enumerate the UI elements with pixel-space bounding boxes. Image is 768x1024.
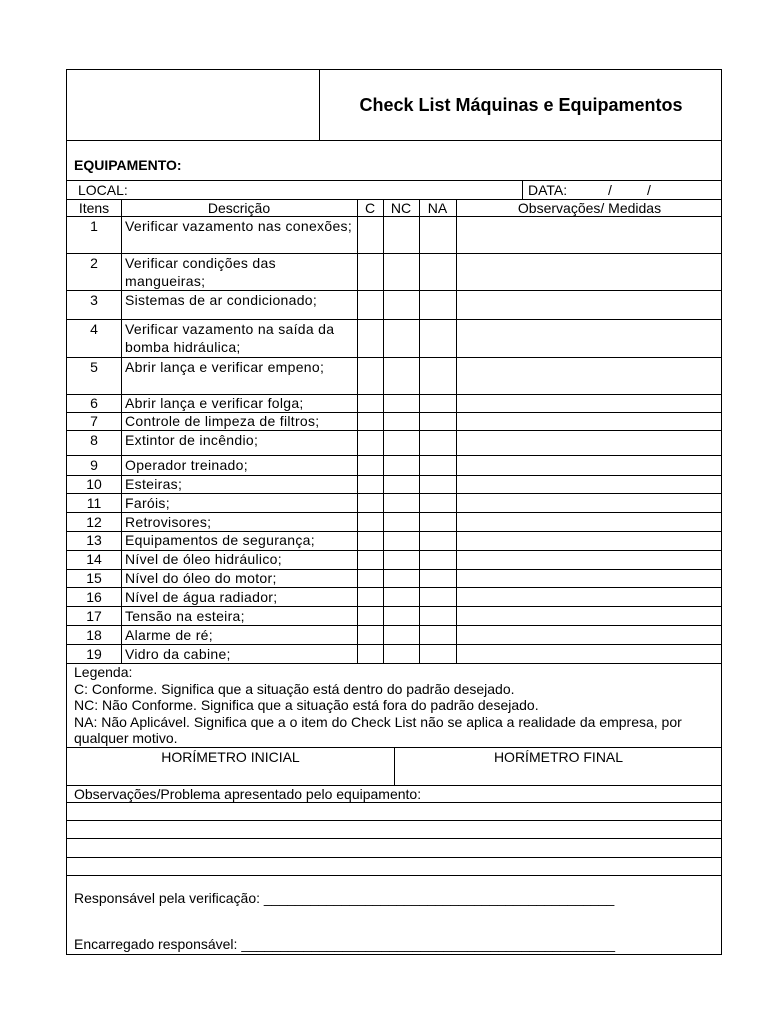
column-header-na: NA — [427, 200, 448, 216]
column-line — [419, 199, 420, 663]
item-description: Equipamentos de segurança; — [125, 532, 315, 548]
item-description: Verificar condições das mangueiras; — [125, 255, 276, 289]
item-number: 13 — [86, 532, 102, 548]
divider — [522, 180, 523, 199]
item-description: Tensão na esteira; — [125, 608, 245, 624]
observation-line — [67, 802, 721, 803]
observation-line — [67, 838, 721, 839]
item-description: Verificar vazamento na saída da bomba hidráulica; — [125, 321, 335, 355]
column-line — [121, 199, 122, 663]
item-description: Faróis; — [125, 495, 170, 511]
observation-line — [67, 820, 721, 821]
item-number: 19 — [86, 646, 102, 662]
item-number: 7 — [90, 413, 98, 429]
column-header-nc: NC — [390, 200, 412, 216]
item-number: 1 — [90, 218, 98, 234]
hourmeter-initial-label: HORÍMETRO INICIAL — [161, 749, 300, 765]
date-separator: / — [608, 182, 612, 198]
form-title: Check List Máquinas e Equipamentos — [359, 94, 683, 115]
item-description: Sistemas de ar condicionado; — [125, 292, 318, 308]
hourmeter-final-label: HORÍMETRO FINAL — [493, 749, 624, 765]
responsible-check-signature: Responsável pela verificação: _____________________________________________ — [74, 890, 615, 906]
item-number: 11 — [86, 495, 102, 511]
column-line — [383, 199, 384, 663]
legend-nc: NC: Não Conforme. Significa que a situação está fora do padrão desejado. — [74, 697, 539, 714]
item-description: Controle de limpeza de filtros; — [125, 413, 320, 429]
local-label: LOCAL: — [78, 182, 128, 198]
item-number: 17 — [86, 608, 102, 624]
item-number: 3 — [90, 292, 98, 308]
checklist-form — [66, 69, 722, 955]
item-description: Verificar vazamento nas conexões; — [125, 218, 353, 234]
legend-c: C: Conforme. Significa que a situação está dentro do padrão desejado. — [74, 680, 515, 697]
column-header-description: Descrição — [207, 200, 271, 216]
item-number: 6 — [90, 395, 98, 411]
column-line — [357, 199, 358, 663]
item-description: Abrir lança e verificar folga; — [125, 395, 304, 411]
item-description: Vidro da cabine; — [125, 646, 231, 662]
divider — [67, 180, 721, 181]
item-number: 12 — [86, 514, 102, 530]
divider — [67, 140, 721, 141]
column-line — [456, 199, 457, 663]
item-number: 18 — [86, 627, 102, 643]
equipment-label: EQUIPAMENTO: — [74, 157, 182, 173]
item-description: Alarme de ré; — [125, 627, 213, 643]
legend-na: NA: Não Aplicável. Significa que a o item do Check List não se aplica a realidade da empresa, por qualquer motivo. — [74, 713, 682, 747]
item-description: Nível de óleo hidráulico; — [125, 551, 282, 567]
date-separator: / — [647, 182, 651, 198]
item-number: 16 — [86, 589, 102, 605]
column-header-observations: Observações/ Medidas — [517, 200, 662, 216]
item-number: 14 — [86, 551, 102, 567]
item-description: Nível do óleo do motor; — [125, 570, 277, 586]
item-number: 8 — [90, 432, 98, 448]
item-description: Retrovisores; — [125, 514, 212, 530]
item-description: Extintor de incêndio; — [125, 432, 259, 448]
item-number: 4 — [90, 321, 98, 337]
column-header-c: C — [364, 200, 376, 216]
legend — [74, 664, 714, 747]
item-number: 2 — [90, 255, 98, 271]
item-description: Nível de água radiador; — [125, 589, 278, 605]
observation-line — [67, 857, 721, 858]
observation-line — [67, 875, 721, 876]
date-label: DATA: — [528, 182, 568, 198]
item-number: 10 — [86, 476, 102, 492]
observations-label: Observações/Problema apresentado pelo equipamento: — [74, 786, 422, 802]
column-header-items: Itens — [78, 200, 110, 216]
legend-title: Legenda: — [74, 664, 133, 680]
item-description: Abrir lança e verificar empeno; — [125, 359, 325, 375]
item-number: 5 — [90, 359, 98, 375]
item-number: 9 — [90, 457, 98, 473]
item-number: 15 — [86, 570, 102, 586]
foreman-signature: Encarregado responsável: ________________________________________________ — [74, 936, 616, 952]
item-description: Esteiras; — [125, 476, 183, 492]
item-description: Operador treinado; — [125, 457, 248, 473]
